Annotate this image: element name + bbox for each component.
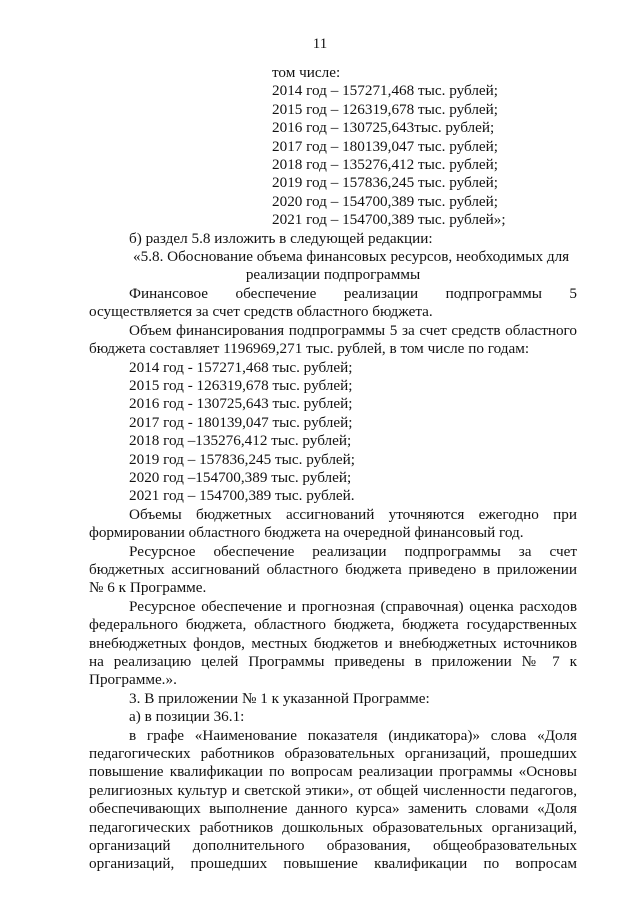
paragraph-line: Ресурсное обеспечение и прогнозная (справочная) оценка расходов — [129, 597, 577, 615]
list-item: 2014 год - 157271,468 тыс. рублей; — [129, 358, 353, 376]
paragraph-line: педагогических работников образовательных организаций, прошедших — [89, 745, 577, 763]
paragraph-line: бюджетных ассигнований областного бюджета приведено в приложении — [89, 560, 577, 578]
paragraph-line: Объемы бюджетных ассигнований уточняются ежегодно при — [129, 505, 577, 523]
paragraph-line: организаций дополнительного образования, общеобразовательных — [89, 837, 577, 855]
item-a: а) в позиции 36.1: — [129, 708, 245, 726]
section-b-instruction: б) раздел 5.8 изложить в следующей редакции: — [129, 229, 433, 247]
list-item: 2015 год – 126319,678 тыс. рублей; — [272, 100, 499, 118]
list-item: 2020 год – 154700,389 тыс. рублей; — [272, 192, 499, 210]
paragraph-line: Объем финансирования подпрограммы 5 за счет средств областного — [129, 321, 577, 339]
list-item: 2018 год –135276,412 тыс. рублей; — [129, 432, 352, 450]
paragraph-line: религиозных культур и светской этики», от общей численности педагогов, — [89, 781, 577, 799]
paragraph-line: обеспечивающих выполнение данного курса» заменить словами «Доля — [89, 800, 577, 818]
paragraph-line: формировании областного бюджета на очередной финансовый год. — [89, 524, 524, 542]
document-body — [89, 64, 577, 874]
list-item: 2019 год – 157836,245 тыс. рублей; — [272, 174, 499, 192]
list-item: 2019 год – 157836,245 тыс. рублей; — [129, 450, 356, 468]
paragraph-line: № 6 к Программе. — [89, 579, 207, 597]
paragraph-line: бюджета составляет 1196969,271 тыс. рублей, в том числе по годам: — [89, 340, 530, 358]
list-item: 2017 год – 180139,047 тыс. рублей; — [272, 137, 499, 155]
list-item: 2020 год –154700,389 тыс. рублей; — [129, 468, 352, 486]
list-item: 2017 год - 180139,047 тыс. рублей; — [129, 413, 353, 431]
page-number: 11 — [312, 36, 328, 52]
paragraph-line: на реализацию целей Программы приведены в приложении № 7 к — [89, 653, 577, 670]
list-intro: том числе: — [272, 64, 341, 81]
paragraph-line: федерального бюджета, областного бюджета, бюджета государственных — [89, 616, 577, 634]
list-item: 2018 год – 135276,412 тыс. рублей; — [272, 156, 499, 174]
paragraph-line: Финансовое обеспечение реализации подпрограммы 5 — [129, 284, 577, 302]
paragraph-line: внебюджетных фондов, местных бюджетов и внебюджетных источников — [89, 634, 577, 652]
paragraph-line: в графе «Наименование показателя (индикатора)» слова «Доля — [129, 726, 577, 744]
list-item: 2021 год – 154700,389 тыс. рублей. — [129, 487, 355, 505]
paragraph-line: осуществляется за счет средств областного бюджета. — [89, 303, 433, 321]
section-heading-line1: «5.8. Обоснование объема финансовых ресурсов, необходимых для — [133, 248, 570, 266]
section-heading-line2: реализации подпрограммы — [245, 266, 421, 284]
list-item: 2014 год – 157271,468 тыс. рублей; — [272, 82, 499, 100]
list-item: 2021 год – 154700,389 тыс. рублей»; — [272, 211, 506, 229]
item-3: 3. В приложении № 1 к указанной Программе: — [129, 689, 430, 707]
list-item: 2015 год - 126319,678 тыс. рублей; — [129, 376, 353, 394]
list-item: 2016 год - 130725,643 тыс. рублей; — [129, 395, 353, 413]
paragraph-line: Программе.». — [89, 671, 177, 689]
paragraph-line: повышение квалификации по вопросам реализации программы «Основы — [89, 763, 577, 781]
paragraph-line: Ресурсное обеспечение реализации подпрограммы за счет — [129, 542, 577, 560]
paragraph-line: организаций, прошедших повышение квалификации по вопросам — [89, 855, 577, 873]
paragraph-line: педагогических работников дошкольных образовательных организаций, — [89, 818, 577, 836]
list-item: 2016 год – 130725,643тыс. рублей; — [272, 119, 495, 137]
